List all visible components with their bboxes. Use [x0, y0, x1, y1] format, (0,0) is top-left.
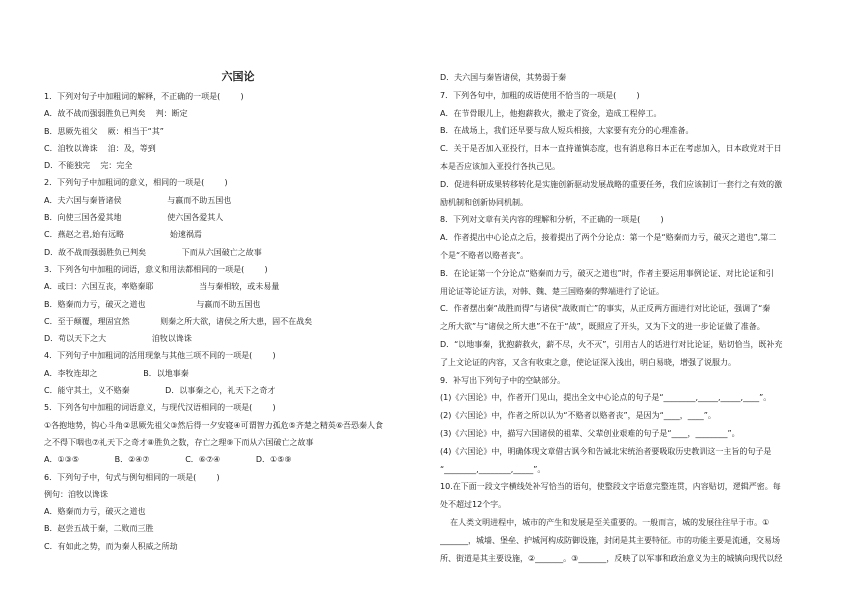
- right-text-line: A．在节骨眼儿上，他抱薪救火，撤走了资金，造成工程停工。: [440, 108, 662, 118]
- left-text-line: A．赂秦而力亏，破灭之道也: [44, 507, 146, 517]
- right-text-line: 所、街道是其主要设施，②_______。③_______，反映了以军事和政治意义为主的城镇向现代以经: [440, 553, 783, 563]
- left-text-line: 2．下列句子中加粗词的意义，相同的一项是( ): [44, 178, 228, 188]
- right-text-line: 用论证等论证方法，对韩、魏、楚三国赂秦的弊端进行了论证。: [440, 286, 664, 296]
- right-text-line: (1)《六国论》中，作者开门见山，提出全文中心论点的句子是“________,_____,_____,____”。: [440, 393, 772, 403]
- right-text-line: 在人类文明进程中，城市的产生和发展是至关重要的。一般而言，城的发展往往早于市。①: [440, 517, 770, 527]
- right-text-line: D．夫六国与秦皆诸侯，其势弱于秦: [440, 73, 567, 82]
- left-text-line: 1．下列对句子中加粗词的解释，不正确的一项是( ): [44, 92, 244, 101]
- left-text-line: C．洎牧以谗诛 洎：及，等到: [44, 143, 156, 153]
- left-column: [44, 64, 432, 555]
- right-text-line: _______，城墙、堡垒、护城河构成防御设施，封闭是其主要特征。市的功能主要是流通，交易场: [440, 535, 780, 545]
- left-text-line: C．燕赵之君,始有远略 始速祸焉: [44, 230, 202, 240]
- right-text-line: 7．下列各句中，加粗的成语使用不恰当的一项是( ): [440, 90, 640, 100]
- left-text-line: 6．下列句子中，句式与例句相同的一项是( ): [44, 472, 220, 482]
- left-text-line: A．故不战而强弱胜负已判矣 判：断定: [44, 109, 188, 119]
- left-text-line: C．至于颠覆，理固宜然 则秦之所大欲，诸侯之所大患，固不在战矣: [44, 316, 313, 326]
- right-text-line: (4)《六国论》中，明确体现文章借古讽今和告诫北宋统治者要吸取历史教训这一主旨的句子是: [440, 446, 772, 456]
- left-text-line: B．赵尝五战于秦，二败而三胜: [44, 524, 154, 534]
- left-text-line: B．赂秦而力亏，破灭之道也 与嬴而不助五国也: [44, 299, 261, 309]
- right-text-line: 励机制和创新协同机制。: [440, 197, 528, 207]
- right-text-line: (3)《六国论》中，描写六国诸侯的祖辈、父辈创业艰难的句子是“____，________”。: [440, 428, 740, 438]
- left-text-line: B．向使三国各爱其地 使六国各爱其人: [44, 213, 224, 223]
- right-text-line: A．作者提出中心论点之后，接着提出了两个分论点：第一个是“赂秦而力亏，破灭之道也”,第二: [440, 233, 777, 243]
- left-text-line: A．①③⑤ B．②④⑦ C．⑥⑦④ D．①⑤⑨: [44, 455, 292, 465]
- left-text-line: D．苟以天下之大 洎牧以谗诛: [44, 334, 192, 344]
- left-text-line: C．有如此之势，而为秦人积威之所劫: [44, 541, 178, 551]
- left-question-list: [44, 88, 432, 555]
- right-text-line: (2)《六国论》中，作者之所以认为“不赂者以赂者丧”，是因为“____，____”。: [440, 411, 716, 421]
- right-text-line: 之所大欲”与“诸侯之所大患”不在于“战”，既照应了开头，又为下文的进一步论证做了准备。: [440, 322, 765, 332]
- left-text-line: 之不得下咽也⑦礼天下之奇才⑧胜负之数，存亡之理⑨下而从六国破亡之故事: [44, 437, 314, 447]
- right-text-line: B．在论证第一个分论点“赂秦而力亏，破灭之道也”时，作者主要运用事例论证、对比论证和引: [440, 268, 774, 278]
- right-text-line: D．促进科研成果转移转化是实施创新驱动发展战略的重要任务，我们应该制订一套行之有效的激: [440, 179, 783, 189]
- right-text-line: B．在战场上，我们还早要与敌人短兵相接，大家要有充分的心理准备。: [440, 126, 694, 136]
- left-text-line: A．或曰：六国互丧，率赂秦耶 当与秦相较，或未易量: [44, 282, 280, 292]
- left-text-line: 4．下列句子中加粗词的活用现象与其他三项不同的一项是( ): [44, 351, 276, 361]
- left-text-line: 例句：洎牧以谗诛: [44, 489, 108, 499]
- right-text-line: 处不超过12个字。: [440, 500, 507, 510]
- right-column: [440, 69, 834, 567]
- right-text-line: 9．补写出下列句子中的空缺部分。: [440, 375, 566, 385]
- right-text-line: D．“以地事秦，犹抱薪救火，薪不尽，火不灭”，引用古人的话进行对比论证，贴切恰当，既补充: [440, 339, 783, 349]
- left-text-line: A．李牧连却之 B．以地事秦: [44, 368, 189, 378]
- right-text-line: 8．下列对文章有关内容的理解和分析，不正确的一项是( ): [440, 215, 664, 225]
- left-text-line: B．思厥先祖父 厥：相当于“其”: [44, 126, 164, 136]
- right-text-line: 10.在下面一段文字横线处补写恰当的语句，使整段文字语意完整连贯，内容贴切，逻辑严密。每: [440, 482, 781, 492]
- right-text-line: 本是否应该加入亚投行各执己见。: [440, 161, 560, 171]
- right-text-line: 了上文论证的内容，又含有收束之意，使论证深入浅出，明白易晓，增强了说服力。: [440, 357, 736, 367]
- right-text-line: C．关于是否加入亚投行，日本一直持谨慎态度，也有消息称日本正在考虑加入，日本政党对于日: [440, 144, 782, 154]
- left-text-line: 3．下列各句中加粗的词语，意义和用法都相同的一项是( ): [44, 264, 268, 274]
- right-question-list: [440, 69, 834, 567]
- left-text-line: D．不能独完 完：完全: [44, 161, 133, 171]
- left-text-line: A．夫六国与秦皆诸侯 与嬴而不助五国也: [44, 195, 232, 205]
- right-text-line: 个是“不赂者以赂者丧”。: [440, 250, 529, 260]
- page-title: 六国论: [221, 70, 255, 83]
- left-text-line: ①各抱地势，钩心斗角②思厥先祖父③然后得一夕安寝④可谓智力孤危⑤齐楚之精英⑥吾恐秦人食: [44, 420, 384, 430]
- left-text-line: D．故不战而强弱胜负已判矣 下而从六国破亡之故事: [44, 247, 262, 257]
- left-text-line: 5．下列各句中加粗的词语意义，与现代汉语相同的一项是( ): [44, 403, 276, 413]
- right-text-line: C．作者摆出秦“战胜而得”与诸侯“战败而亡”的事实，从正反两方面进行对比论证，强调了“秦: [440, 304, 771, 314]
- right-text-line: “________,________,_____”。: [440, 464, 546, 474]
- left-text-line: C．能守其土，义不赂秦 D．以事秦之心，礼天下之奇才: [44, 386, 276, 396]
